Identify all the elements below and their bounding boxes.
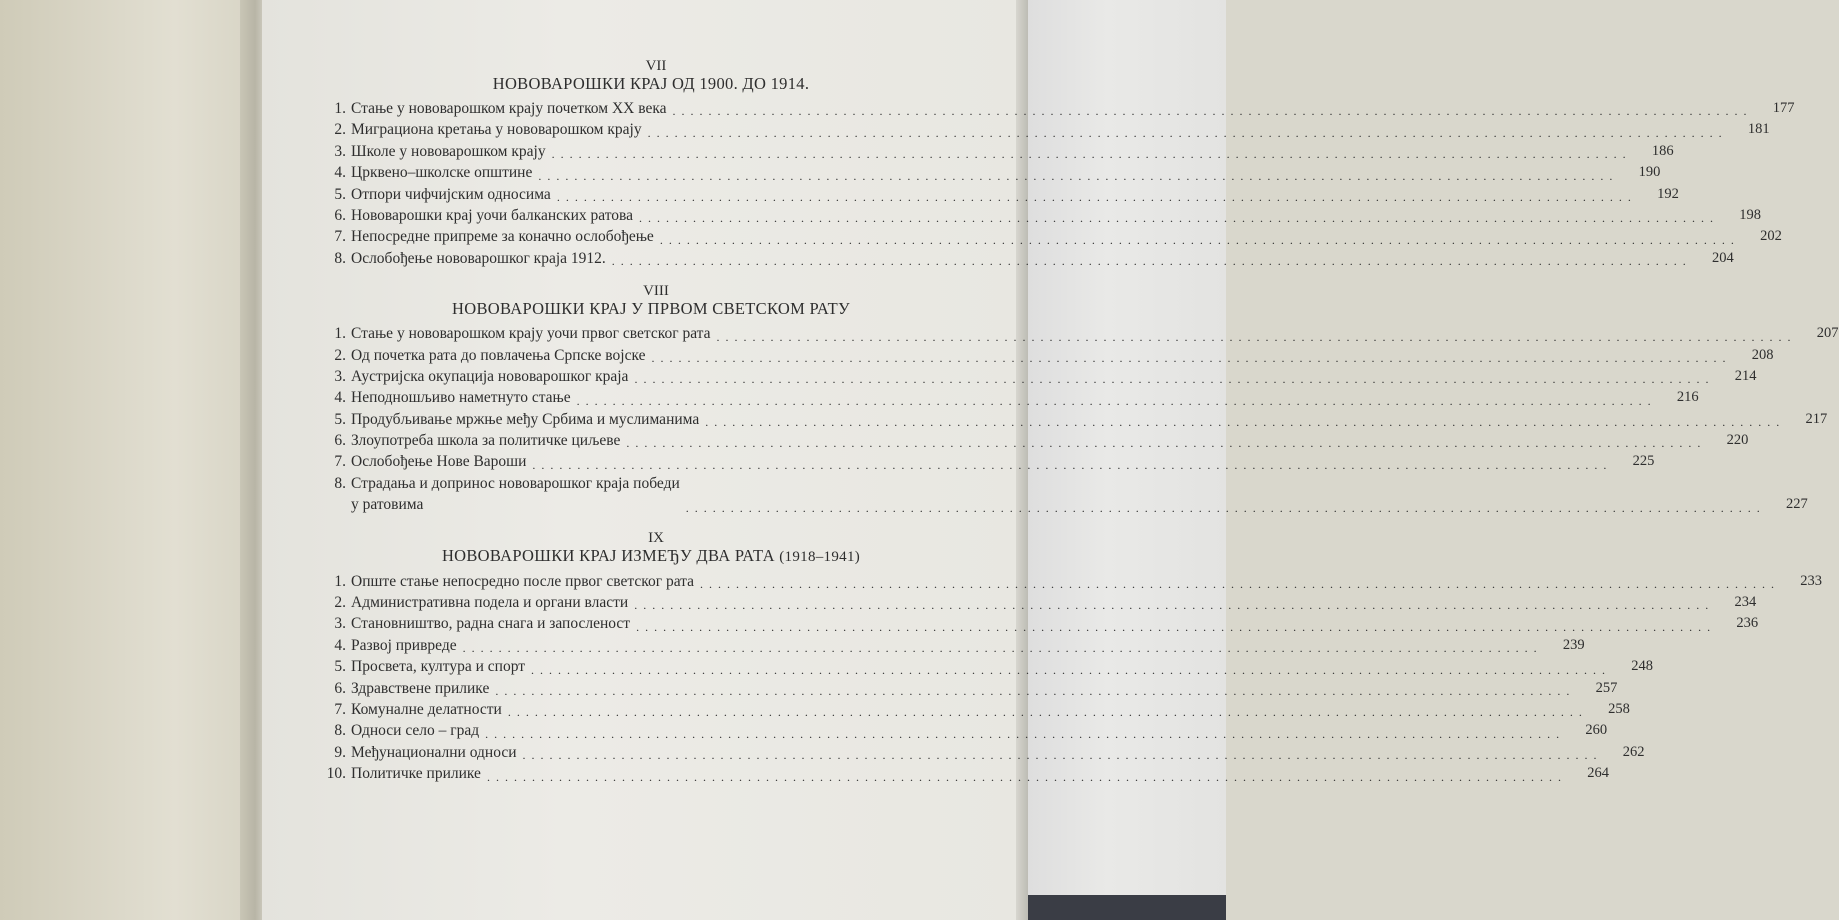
entry-page-number: 234 — [1734, 594, 1757, 611]
toc-entry[interactable] — [310, 141, 1674, 162]
entry-page-number: 225 — [1632, 453, 1655, 470]
toc-entry[interactable] — [310, 98, 1795, 119]
entry-page-number: 204 — [1712, 249, 1734, 266]
entry-title: Од почетка рата до повлачења Српске војске — [351, 346, 646, 364]
entry-page-number: 264 — [1587, 765, 1609, 782]
dot-leader: ........................................................................................................................ — [485, 726, 1566, 741]
entry-number: 4. — [334, 389, 346, 407]
entry-page-number: 177 — [1772, 99, 1795, 116]
dot-leader: ........................................................................................................................ — [672, 104, 1753, 119]
dot-leader: ........................................................................................................................ — [531, 662, 1612, 677]
toc-entry[interactable] — [310, 226, 1782, 247]
toc-entry[interactable] — [310, 345, 1774, 366]
toc-entry[interactable] — [310, 678, 1618, 699]
dot-leader: ........................................................................................................................ — [651, 350, 1732, 365]
toc-entry[interactable] — [310, 720, 1608, 741]
entry-number: 7. — [334, 701, 346, 718]
toc-entry[interactable] — [310, 387, 1699, 408]
dot-leader: ........................................................................................................................ — [647, 125, 1728, 140]
left-page — [0, 0, 250, 920]
section-heading-text: НОВОВАРОШКИ КРАЈ У ПРВОМ СВЕТСКОМ РАТУ — [452, 299, 850, 319]
entry-title: Непосредне припреме за коначно ослобођење — [351, 228, 654, 246]
entry-title: Неподношљиво наметнуто стање — [351, 389, 571, 407]
entry-page-number: 181 — [1747, 121, 1770, 138]
entry-page-number: 192 — [1657, 185, 1679, 202]
toc-entry[interactable] — [310, 409, 1828, 430]
toc-entry[interactable] — [310, 366, 1757, 387]
dot-leader: ........................................................................................................................ — [611, 254, 1692, 269]
entry-title-line1: Страдања и допринос нововарошког краја победи — [351, 474, 680, 492]
table-of-contents — [310, 58, 1839, 799]
entry-title: Стање у нововарошком крају уочи првог светског рата — [351, 325, 711, 343]
toc-entry[interactable] — [310, 742, 1645, 763]
toc-entry[interactable] — [310, 635, 1585, 656]
dot-leader: ........................................................................................................................ — [556, 189, 1637, 204]
entry-title-line2: у ратовима — [351, 496, 424, 514]
entry-title: Ослобођење Нове Вароши — [351, 453, 527, 471]
dot-leader: ........................................................................................................................ — [551, 147, 1632, 162]
entry-title: Школе у нововарошком крају — [351, 142, 546, 160]
toc-entry[interactable] — [310, 592, 1757, 613]
toc-entry[interactable] — [310, 430, 1749, 451]
entry-title: Аустријска окупација нововарошког краја — [351, 367, 629, 385]
entry-title: Комуналне делатности — [351, 701, 502, 718]
entry-number: 8. — [334, 249, 346, 267]
toc-entry[interactable] — [310, 699, 1630, 720]
toc-section — [310, 58, 1795, 269]
dot-leader: ........................................................................................................................ — [576, 393, 1657, 408]
toc-entry[interactable] — [310, 473, 1808, 516]
entry-title: Миграциона кретања у нововарошком крају — [351, 121, 642, 139]
entry-title: Нововарошки крај уочи балканских ратова — [351, 206, 634, 224]
entry-page-number: 208 — [1751, 346, 1774, 363]
toc-entry[interactable] — [310, 248, 1734, 269]
entry-title: Отпори чифчијским односима — [351, 185, 551, 203]
toc-entry[interactable] — [310, 184, 1679, 205]
dot-leader: ........................................................................................................................ — [705, 415, 1786, 430]
dot-leader: ........................................................................................................................ — [495, 684, 1576, 699]
entry-number: 9. — [334, 743, 346, 761]
dot-leader: ........................................................................................................................ — [626, 436, 1707, 451]
entry-number: 8. — [334, 474, 346, 492]
entry-number: 6. — [334, 206, 346, 224]
entry-title: Међунационални односи — [351, 743, 517, 761]
toc-entry[interactable] — [310, 323, 1839, 344]
dot-leader: ........................................................................................................................ — [716, 329, 1797, 344]
dot-leader: ........................................................................................................................ — [636, 619, 1717, 634]
toc-entry[interactable] — [310, 763, 1609, 784]
entry-title: Опште стање непосредно после првог светског рата — [351, 572, 695, 590]
entry-title: Злоупотреба школа за политичке циљеве — [351, 432, 621, 450]
section-heading-years: (1918–1941) — [779, 548, 861, 565]
entry-page-number: 202 — [1760, 228, 1782, 245]
entry-number: 5. — [334, 410, 346, 428]
section-heading — [340, 546, 962, 567]
toc-section — [310, 529, 1823, 785]
entry-page-number: 262 — [1622, 743, 1645, 760]
entry-title: Стање у нововарошком крају почетком XX века — [351, 99, 667, 117]
entry-number: 3. — [334, 367, 346, 385]
dot-leader: ........................................................................................................................ — [634, 372, 1715, 387]
entry-page-number: 248 — [1631, 658, 1654, 675]
entry-title: Продубљивање мржње међу Србима и муслиманима — [351, 410, 700, 428]
entry-number: 6. — [334, 679, 346, 697]
dot-leader: ........................................................................................................................ — [522, 748, 1603, 763]
entry-number: 7. — [334, 453, 346, 471]
section-heading-text: НОВОВАРОШКИ КРАЈ ОД 1900. ДО 1914. — [492, 74, 810, 93]
section-numeral: VIII — [643, 283, 669, 300]
entry-page-number: 190 — [1638, 164, 1661, 181]
entry-title: Политичке прилике — [351, 765, 481, 783]
toc-entry[interactable] — [310, 205, 1762, 226]
entry-title — [351, 473, 680, 516]
entry-number: 3. — [334, 142, 346, 160]
section-heading — [340, 299, 962, 319]
dot-leader: ........................................................................................................................ — [634, 598, 1715, 613]
entry-title: Црквено–школске општине — [351, 164, 533, 182]
entry-number: 1. — [334, 572, 346, 590]
entry-number: 2. — [334, 594, 346, 612]
entry-page-number: 239 — [1562, 636, 1585, 653]
toc-section — [310, 283, 1839, 516]
entry-number: 10. — [326, 765, 346, 783]
entry-number: 4. — [334, 164, 346, 182]
entry-title: Односи село – град — [351, 722, 480, 740]
entry-page-number: 258 — [1608, 701, 1630, 717]
entry-page-number: 198 — [1739, 206, 1762, 223]
entry-number: 2. — [334, 121, 346, 139]
section-heading — [340, 74, 962, 94]
dot-leader: ........................................................................................................................ — [486, 769, 1567, 784]
entry-title: Просвета, култура и спорт — [351, 658, 526, 676]
dot-leader: ........................................................................................................................ — [538, 168, 1619, 183]
dot-leader: ........................................................................................................................ — [507, 705, 1588, 720]
entry-page-number: 220 — [1726, 432, 1749, 449]
toc-entry[interactable] — [310, 656, 1654, 677]
dot-leader: ........................................................................................................................ — [685, 500, 1766, 515]
entry-page-number: 236 — [1736, 615, 1759, 632]
dot-leader: ........................................................................................................................ — [659, 232, 1740, 247]
toc-entry[interactable] — [310, 162, 1661, 183]
entry-page-number: 186 — [1651, 142, 1674, 159]
entry-page-number: 260 — [1585, 722, 1608, 739]
entry-title: Становништво, радна снага и запосленост — [351, 615, 631, 633]
entry-number: 2. — [334, 346, 346, 364]
toc-entry[interactable] — [310, 119, 1770, 140]
entry-number: 7. — [334, 228, 346, 246]
dot-leader: ........................................................................................................................ — [532, 457, 1613, 472]
entry-title: Ослобођење нововарошког краја 1912. — [351, 249, 606, 267]
entry-title: Административна подела и органи власти — [351, 594, 629, 612]
dot-leader: ........................................................................................................................ — [700, 577, 1781, 592]
section-numeral: IX — [648, 529, 664, 546]
entry-page-number: 214 — [1734, 367, 1757, 384]
entry-number: 5. — [334, 658, 346, 676]
section-heading-text: НОВОВАРОШКИ КРАЈ ИЗМЕЂУ ДВА РАТА — [441, 545, 775, 565]
toc-entry[interactable] — [310, 451, 1655, 472]
entry-number: 3. — [334, 615, 346, 633]
dot-leader: ........................................................................................................................ — [639, 211, 1720, 226]
entry-page-number: 216 — [1676, 389, 1699, 406]
dot-leader: ........................................................................................................................ — [462, 641, 1543, 656]
entry-number: 6. — [334, 432, 346, 450]
entry-page-number: 207 — [1816, 325, 1839, 342]
section-numeral: VII — [645, 58, 667, 74]
entry-page-number: 257 — [1595, 679, 1618, 696]
entry-number: 1. — [334, 99, 346, 117]
entry-title: Здравствене прилике — [351, 679, 490, 697]
entry-number: 8. — [334, 722, 346, 740]
toc-entry[interactable] — [310, 613, 1759, 634]
entry-page-number: 233 — [1800, 572, 1823, 589]
entry-number: 5. — [334, 185, 346, 203]
entry-number: 4. — [334, 636, 346, 654]
entry-page-number: 217 — [1805, 410, 1828, 427]
toc-entry[interactable] — [310, 571, 1823, 592]
entry-title: Развој привреде — [351, 636, 457, 654]
entry-number: 1. — [334, 325, 346, 343]
book-cover-edge — [1028, 895, 1226, 920]
entry-page-number: 227 — [1786, 496, 1808, 513]
